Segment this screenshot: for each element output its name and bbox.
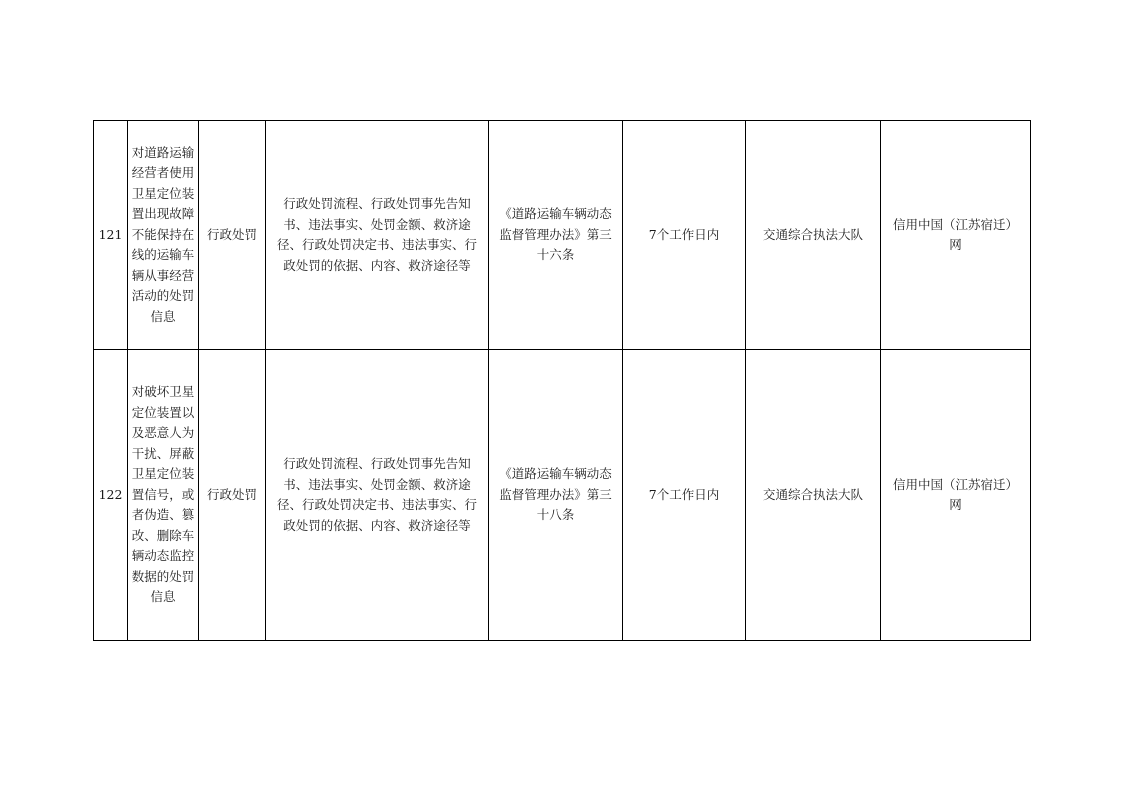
item-name-cell	[128, 121, 199, 350]
disclosure-channel: 信用中国（江苏宿迁）网	[892, 216, 1018, 252]
disclosure-content: 行政处罚流程、行政处罚事先告知书、违法事实、处罚金额、救济途径、行政处罚决定书、违法事实、行政处罚的依据、内容、救济途径等	[276, 196, 477, 273]
department: 交通综合执法大队	[746, 121, 881, 350]
disclosure-table	[93, 120, 1031, 641]
row-number: 122	[94, 350, 128, 641]
time-limit: 7个工作日内	[623, 350, 746, 641]
category: 行政处罚	[199, 121, 266, 350]
channel-cell	[881, 350, 1031, 641]
department: 交通综合执法大队	[746, 350, 881, 641]
row-number: 121	[94, 121, 128, 350]
content-cell	[266, 350, 489, 641]
item-name: 对道路运输经营者使用卫星定位装置出现故障不能保持在线的运输车辆从事经营活动的处罚信息	[131, 144, 195, 324]
time-limit: 7个工作日内	[623, 121, 746, 350]
basis-cell	[489, 121, 623, 350]
category: 行政处罚	[199, 350, 266, 641]
legal-basis: 《道路运输车辆动态监督管理办法》第三十六条	[499, 206, 612, 263]
channel-cell	[881, 121, 1031, 350]
content-cell	[266, 121, 489, 350]
table-row	[94, 121, 1031, 350]
legal-basis: 《道路运输车辆动态监督管理办法》第三十八条	[499, 466, 612, 523]
item-name-cell	[128, 350, 199, 641]
item-name: 对破坏卫星定位装置以及恶意人为干扰、屏蔽卫星定位装置信号，或者伪造、篡改、删除车辆动态监控数据的处罚信息	[131, 384, 195, 605]
basis-cell	[489, 350, 623, 641]
table-row	[94, 350, 1031, 641]
disclosure-content: 行政处罚流程、行政处罚事先告知书、违法事实、处罚金额、救济途径、行政处罚决定书、违法事实、行政处罚的依据、内容、救济途径等	[276, 456, 477, 533]
disclosure-channel: 信用中国（江苏宿迁）网	[892, 476, 1018, 512]
